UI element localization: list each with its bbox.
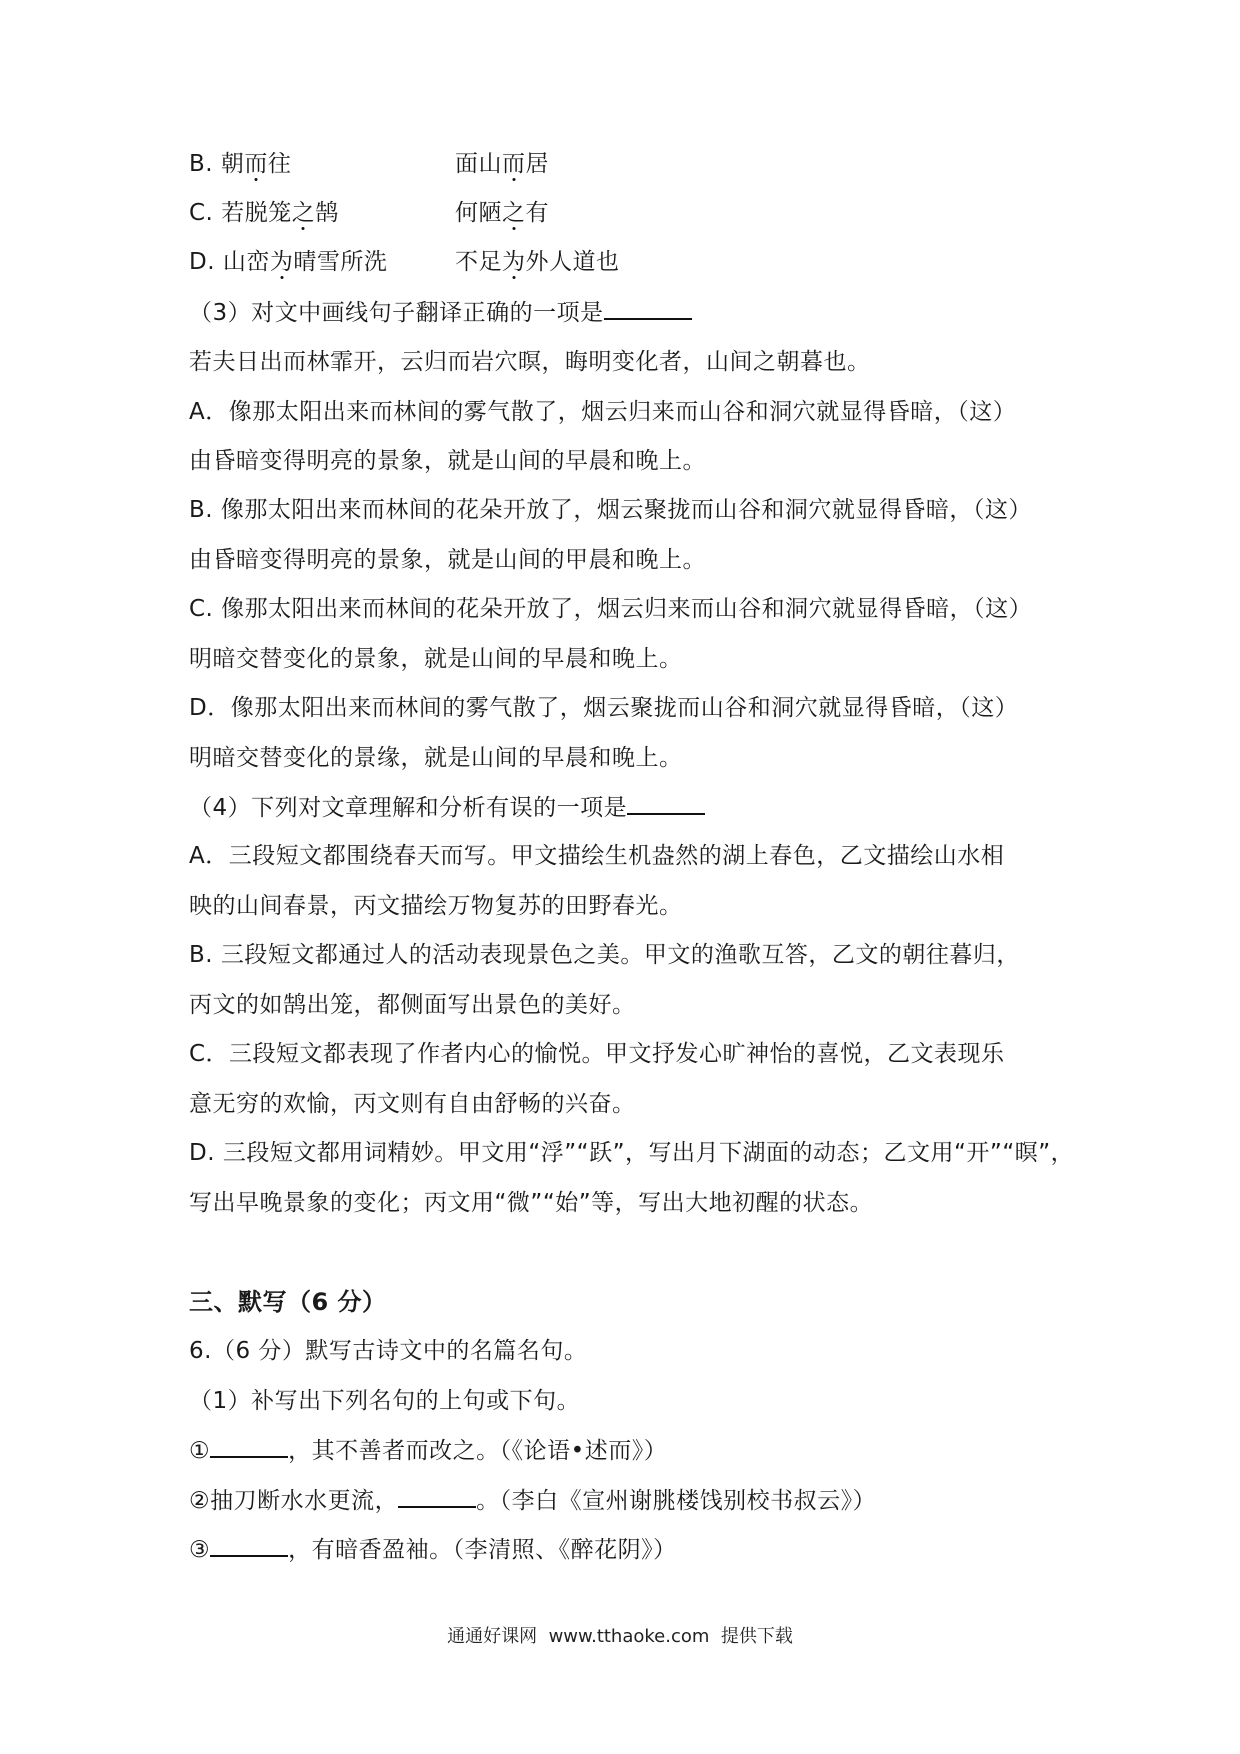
q4-option-b-line1: B. 三段短文都通过人的活动表现景色之美。甲文的渔歌互答，乙文的朝往暮归， [189,942,1020,968]
answer-blank[interactable] [604,296,692,320]
q3-option-a-line1: A．像那太阳出来而林间的雾气散了，烟云归来而山谷和洞穴就显得昏暗，（这） [189,399,1017,425]
q3-option-b-line1: B. 像那太阳出来而林间的花朵开放了，烟云聚拢而山谷和洞穴就显得昏暗，（这） [189,497,1032,523]
q3-option-c-line2: 明暗交替变化的景象，就是山间的早晨和晚上。 [189,646,683,672]
answer-blank[interactable] [210,1434,288,1458]
q4-prompt: （4）下列对文章理解和分析有误的一项是 [189,791,705,824]
q4-option-a-line2: 映的山间春景，丙文描绘万物复苏的田野春光。 [189,893,683,919]
q3-option-c-line1: C. 像那太阳出来而林间的花朵开放了，烟云归来而山谷和洞穴就显得昏暗，（这） [189,596,1033,622]
q6-heading: 6.（6 分）默写古诗文中的名篇名句。 [189,1338,588,1364]
q6-item-1: ① ，其不善者而改之。（《论语•述而》） [189,1434,667,1467]
q4-option-d-line1: D. 三段短文都用词精妙。甲文用“浮”“跃”，写出月下湖面的动态；乙文用“开”“暝”， [189,1140,1075,1166]
q4-option-a-line1: A．三段短文都围绕春天而写。甲文描绘生机盎然的湖上春色，乙文描绘山水相 [189,843,1005,869]
section-title: 三、默写（6 分） [189,1288,387,1316]
q3-option-d-line2: 明暗交替变化的景缘，就是山间的早晨和晚上。 [189,745,683,771]
option-c-left: C. 若脱笼之鹄 [189,200,339,226]
option-b-left: B. 朝而往 [189,151,292,177]
q4-option-c-line2: 意无穷的欢愉，丙文则有自由舒畅的兴奋。 [189,1091,636,1117]
option-d-right: 不足为外人道也 [455,249,620,275]
answer-blank[interactable] [627,791,705,815]
option-d-left: D. 山峦为晴雪所洗 [189,249,388,275]
q3-sentence: 若夫日出而林霏开，云归而岩穴暝，晦明变化者，山间之朝暮也。 [189,349,871,375]
q6-item-3: ③ ，有暗香盈袖。（李清照、《醉花阴》） [189,1533,677,1566]
q6-sub1: （1）补写出下列名句的上句或下句。 [189,1388,581,1414]
q3-option-b-line2: 由昏暗变得明亮的景象，就是山间的甲晨和晚上。 [189,547,706,573]
q6-item-2: ②抽刀断水水更流， 。（李白《宣州谢朓楼饯别校书叔云》） [189,1484,876,1517]
q3-option-d-line1: D．像那太阳出来而林间的雾气散了，烟云聚拢而山谷和洞穴就显得昏暗，（这） [189,695,1019,721]
q4-option-b-line2: 丙文的如鹄出笼，都侧面写出景色的美好。 [189,992,636,1018]
answer-blank[interactable] [398,1484,476,1508]
page-footer: 通通好课网 www.tthaoke.com 提供下载 [447,1626,793,1647]
option-b-right: 面山而居 [455,151,549,177]
q4-option-d-line2: 写出早晚景象的变化；丙文用“微”“始”等，写出大地初醒的状态。 [189,1190,874,1216]
answer-blank[interactable] [210,1533,288,1557]
q4-option-c-line1: C．三段短文都表现了作者内心的愉悦。甲文抒发心旷神怡的喜悦，乙文表现乐 [189,1041,1005,1067]
option-c-right: 何陋之有 [455,200,549,226]
q3-prompt: （3）对文中画线句子翻译正确的一项是 [189,296,692,329]
q3-option-a-line2: 由昏暗变得明亮的景象，就是山间的早晨和晚上。 [189,448,706,474]
